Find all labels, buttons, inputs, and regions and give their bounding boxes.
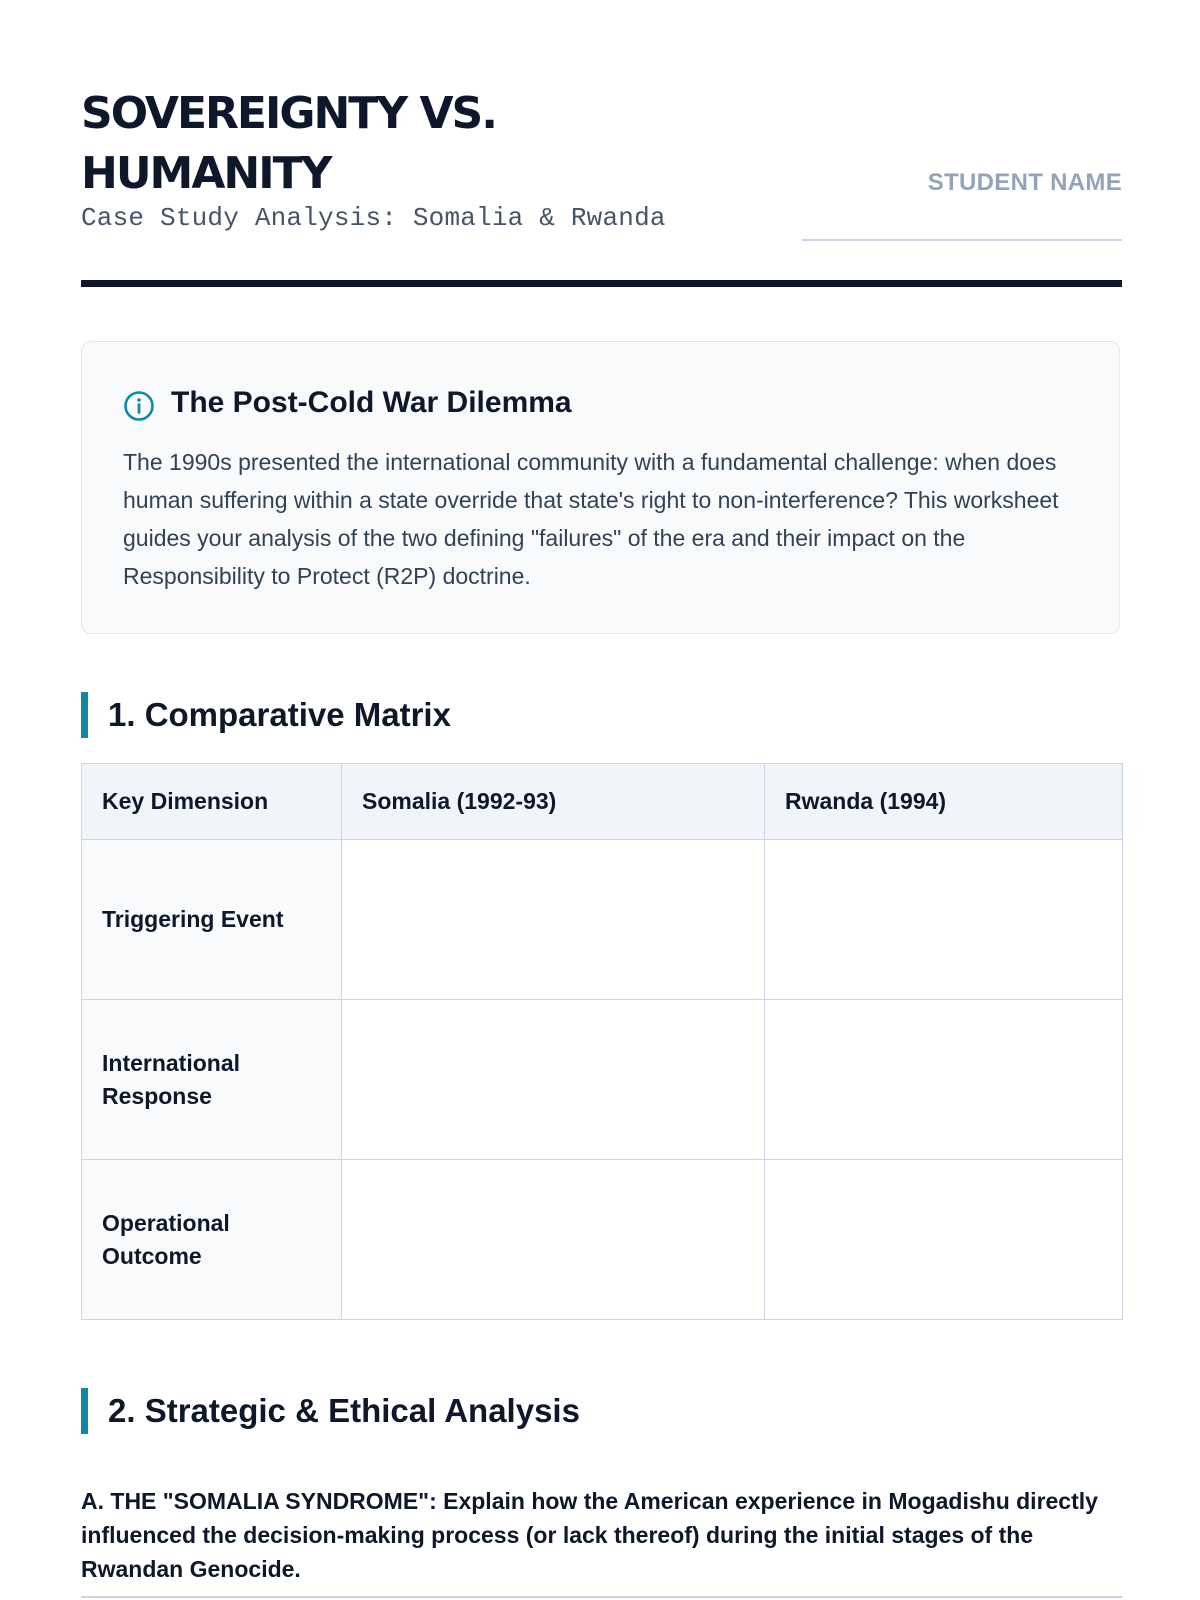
table-row [82,1000,1123,1160]
row-label-triggering-event: Triggering Event [82,840,342,1000]
student-name-field[interactable] [802,239,1122,241]
column-header-rwanda: Rwanda (1994) [765,764,1123,840]
answer-cell-rwanda-international-response[interactable] [765,1000,1123,1160]
answer-cell-rwanda-operational-outcome[interactable] [765,1160,1123,1320]
answer-cell-somalia-international-response[interactable] [342,1000,765,1160]
column-header-somalia: Somalia (1992-93) [342,764,765,840]
row-label-operational-outcome [82,1160,342,1320]
answer-cell-rwanda-triggering-event[interactable] [765,840,1123,1000]
answer-cell-somalia-operational-outcome[interactable] [342,1160,765,1320]
intro-title: The Post-Cold War Dilemma [171,386,572,419]
row-label-text: Operational Outcome [102,1209,230,1269]
intro-box [81,341,1120,634]
row-label-text: International Response [102,1049,241,1109]
table-header-row [82,764,1123,840]
comparative-matrix-table [81,763,1123,1320]
info-icon [123,390,155,422]
page-title [81,84,496,204]
row-label-international-response [82,1000,342,1160]
title-line-2: HUMANITY [81,148,331,199]
page-subtitle: Case Study Analysis: Somalia & Rwanda [81,203,666,233]
answer-cell-somalia-triggering-event[interactable] [342,840,765,1000]
table-row [82,840,1123,1000]
question-a-prompt: A. THE "SOMALIA SYNDROME": Explain how the American experience in Mogadishu directly influenced the decision-making process (or lack thereof) during the initial stages of the Rwandan Genocide. [81,1488,1098,1582]
student-name-label: STUDENT NAME [927,169,1122,196]
section-heading-comparative-matrix: 1. Comparative Matrix [81,692,1122,738]
table-row [82,1160,1123,1320]
intro-body: The 1990s presented the international community with a fundamental challenge: when does human suffering within a state override that state's right to non-interference? This worksheet guides your analysis of the two defining "failures" of the era and their impact on the Responsibility to Protect (R2P) doctrine. [123,449,1059,589]
column-header-key-dimension: Key Dimension [82,764,342,840]
title-line-1: SOVEREIGNTY VS. [81,88,496,139]
question-a-answer-line[interactable] [81,1596,1122,1598]
header-divider [81,280,1122,287]
section-heading-strategic-ethical-analysis: 2. Strategic & Ethical Analysis [81,1388,1122,1434]
